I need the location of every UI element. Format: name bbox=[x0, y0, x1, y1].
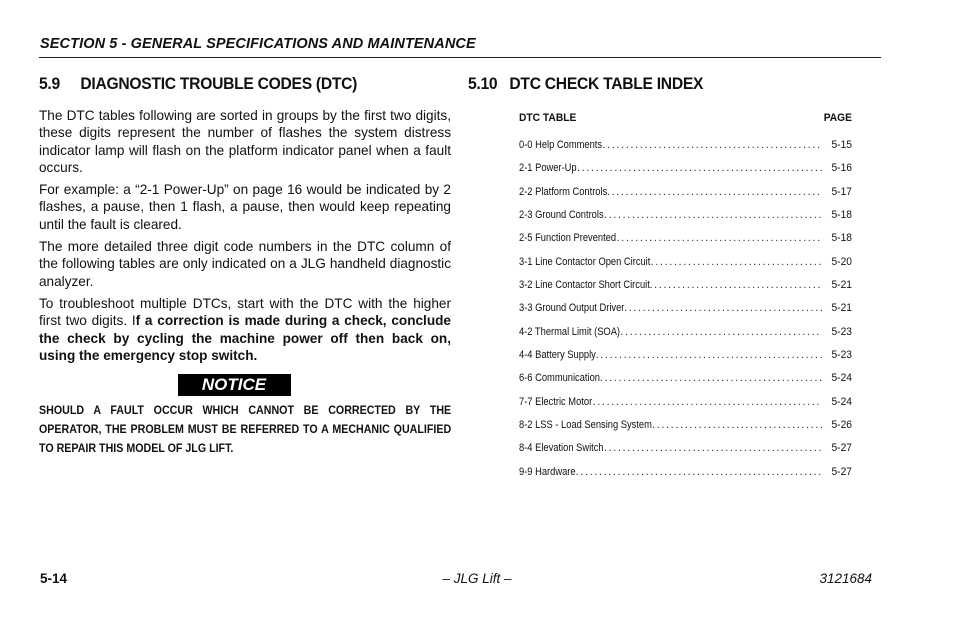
toc-entry-page: 5-15 bbox=[831, 139, 852, 151]
toc-entry-label: 7-7 Electric Motor bbox=[519, 395, 593, 408]
toc-entry[interactable] bbox=[519, 251, 852, 274]
toc-entry[interactable] bbox=[519, 344, 852, 367]
toc-entry-label: 3-2 Line Contactor Short Circuit bbox=[519, 279, 650, 292]
toc-entry-label: 8-4 Elevation Switch bbox=[519, 442, 604, 455]
toc-leader-dots bbox=[576, 461, 822, 484]
toc-entry[interactable] bbox=[519, 391, 852, 414]
toc-entry[interactable] bbox=[519, 437, 852, 460]
toc-entry-page: 5-21 bbox=[831, 279, 852, 292]
right-column bbox=[468, 74, 854, 94]
toc-entry-page: 5-24 bbox=[831, 395, 852, 408]
toc-entry-label: 4-4 Battery Supply bbox=[519, 349, 596, 362]
toc-entry-page: 5-27 bbox=[831, 442, 852, 455]
notice-badge: NOTICE bbox=[178, 374, 291, 396]
left-column bbox=[39, 74, 451, 458]
toc-entry[interactable] bbox=[519, 157, 852, 180]
toc-leader-dots bbox=[620, 321, 822, 344]
paragraph-4 bbox=[39, 295, 451, 364]
index-heading bbox=[468, 74, 823, 94]
doc-number: 3121684 bbox=[819, 571, 872, 586]
toc-entry-page: 5-20 bbox=[831, 255, 852, 268]
toc-entry-label: 3-3 Ground Output Driver bbox=[519, 302, 625, 315]
toc-leader-dots bbox=[651, 251, 822, 274]
toc-entry-label: 4-2 Thermal Limit (SOA) bbox=[519, 325, 621, 338]
toc-entry-page: 5-27 bbox=[831, 465, 852, 478]
footer-title: – JLG Lift – bbox=[442, 571, 512, 586]
toc-entry-label: 3-1 Line Contactor Open Circuit bbox=[519, 255, 651, 268]
toc-leader-dots bbox=[600, 367, 822, 390]
index-heading-text: DTC CHECK TABLE INDEX bbox=[509, 74, 704, 93]
toc-leader-dots bbox=[649, 274, 822, 297]
page-number: 5-14 bbox=[40, 571, 68, 586]
toc-leader-dots bbox=[652, 414, 822, 437]
toc-entry[interactable] bbox=[519, 134, 852, 157]
paragraph-2: For example: a “2-1 Power-Up” on page 16 would be indicated by 2 flashes, a pause, then 1 flash, a pause, then would keep repeating until the fault is cleared. bbox=[39, 182, 451, 232]
paragraph-1: The DTC tables following are sorted in groups by the first two digits, these digits represent the number of flashes the system distress indicator lamp will flash on the platform indicator panel when a fault occurs. bbox=[39, 108, 451, 175]
dtc-heading-text: DIAGNOSTIC TROUBLE CODES (DTC) bbox=[80, 74, 358, 93]
toc-col-page: PAGE bbox=[823, 112, 852, 124]
toc-leader-dots bbox=[604, 204, 822, 227]
dtc-index-table bbox=[519, 110, 852, 484]
toc-entry[interactable] bbox=[519, 227, 852, 250]
toc-rows bbox=[519, 134, 852, 484]
toc-entry-label: 0-0 Help Comments bbox=[519, 139, 603, 151]
notice-text: SHOULD A FAULT OCCUR WHICH CANNOT BE CORRECTED BY THE OPERATOR, THE PROBLEM MUST BE REFERRED TO A MECHANIC QUALIFIED TO REPAIR THIS MODEL OF JLG LIFT. bbox=[39, 404, 452, 456]
toc-entry[interactable] bbox=[519, 321, 852, 344]
toc-leader-dots bbox=[596, 344, 822, 367]
toc-entry[interactable] bbox=[519, 204, 852, 227]
toc-entry-page: 5-21 bbox=[831, 302, 852, 315]
toc-leader-dots bbox=[607, 181, 822, 204]
toc-entry-page: 5-24 bbox=[831, 372, 852, 385]
header-rule bbox=[39, 57, 881, 58]
toc-entry-page: 5-26 bbox=[831, 419, 852, 432]
toc-entry-label: 8-2 LSS - Load Sensing System bbox=[519, 419, 652, 432]
paragraph-3: The more detailed three digit code numbers in the DTC column of the following tables are only indicated on a JLG handheld diagnostic analyzer. bbox=[39, 239, 451, 289]
toc-entry-label: 2-1 Power-Up bbox=[519, 162, 577, 175]
toc-leader-dots bbox=[577, 157, 822, 180]
notice-wrap bbox=[39, 374, 451, 396]
toc-entry-page: 5-23 bbox=[831, 325, 852, 338]
toc-header bbox=[519, 110, 852, 126]
toc-entry[interactable] bbox=[519, 181, 852, 204]
toc-leader-dots bbox=[624, 297, 822, 320]
paragraph-4-plain: To troubleshoot multiple DTCs, start with the DTC with the higher first two digits. I bbox=[39, 295, 451, 329]
toc-leader-dots bbox=[604, 437, 822, 460]
toc-entry[interactable] bbox=[519, 414, 852, 437]
paragraph-4-bold: f a correction is made during a check, conclude the check by cycling the machine power off then back on, using the emergency stop switch. bbox=[39, 313, 451, 363]
toc-entry-label: 2-5 Function Prevented bbox=[519, 232, 617, 245]
toc-entry-page: 5-17 bbox=[831, 185, 852, 198]
toc-entry-page: 5-18 bbox=[831, 209, 852, 222]
toc-entry-page: 5-16 bbox=[831, 162, 852, 175]
toc-entry-label: 6-6 Communication bbox=[519, 372, 600, 385]
toc-entry-page: 5-18 bbox=[831, 232, 852, 245]
toc-leader-dots bbox=[602, 134, 822, 157]
index-heading-number: 5.10 bbox=[468, 74, 498, 93]
toc-entry[interactable] bbox=[519, 297, 852, 320]
toc-leader-dots bbox=[617, 227, 823, 250]
toc-entry[interactable] bbox=[519, 274, 852, 297]
toc-entry-label: 2-3 Ground Controls bbox=[519, 209, 604, 222]
dtc-heading bbox=[39, 74, 418, 94]
toc-entry-label: 9-9 Hardware bbox=[519, 465, 576, 478]
dtc-heading-number: 5.9 bbox=[39, 74, 60, 93]
toc-entry-label: 2-2 Platform Controls bbox=[519, 185, 608, 198]
section-header: SECTION 5 - GENERAL SPECIFICATIONS AND MAINTENANCE bbox=[40, 36, 476, 52]
toc-entry[interactable] bbox=[519, 367, 852, 390]
toc-entry[interactable] bbox=[519, 461, 852, 484]
toc-leader-dots bbox=[592, 391, 822, 414]
toc-entry-page: 5-23 bbox=[831, 349, 852, 362]
toc-col-dtc: DTC TABLE bbox=[519, 112, 577, 124]
